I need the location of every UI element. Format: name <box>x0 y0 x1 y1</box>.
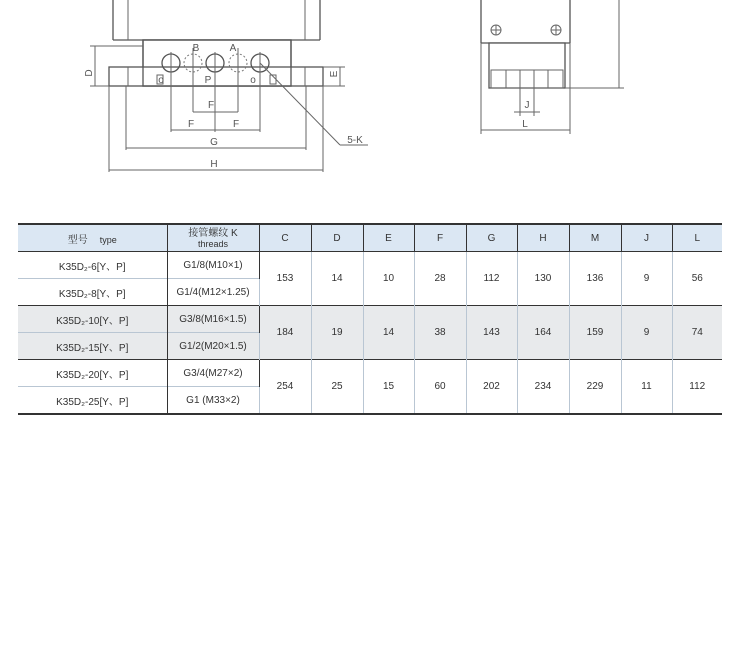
header-f: F <box>414 224 466 252</box>
port-label-a: A <box>229 43 237 54</box>
cell-e: 15 <box>363 360 414 415</box>
header-j: J <box>621 224 672 252</box>
header-h: H <box>517 224 569 252</box>
cell-c: 153 <box>259 252 311 306</box>
cell-d: 25 <box>311 360 363 415</box>
cell-g: 202 <box>466 360 517 415</box>
port-callout-label: 5-K <box>347 135 363 146</box>
spec-table <box>18 223 722 415</box>
header-type-cn: 型号 <box>67 234 88 246</box>
cell-h: 164 <box>517 306 569 360</box>
header-threads <box>167 224 259 252</box>
cell-type: K35D₂-6[Y、P] <box>18 252 167 279</box>
cell-f: 28 <box>414 252 466 306</box>
cell-m: 159 <box>569 306 621 360</box>
cell-thread: G1/8(M10×1) <box>167 252 259 279</box>
header-g: G <box>466 224 517 252</box>
table-row <box>18 360 722 387</box>
table-row <box>18 306 722 333</box>
cell-type: K35D₂-15[Y、P] <box>18 333 167 360</box>
cell-g: 112 <box>466 252 517 306</box>
header-threads-cn: 接管螺纹 K <box>188 227 238 239</box>
dim-label-f-left: F <box>187 119 195 130</box>
cell-j: 11 <box>621 360 672 415</box>
header-type <box>18 224 167 252</box>
front-view <box>90 0 368 172</box>
cell-g: 143 <box>466 306 517 360</box>
cell-h: 234 <box>517 360 569 415</box>
cell-d: 19 <box>311 306 363 360</box>
dim-label-h: H <box>210 159 218 170</box>
cell-type: K35D₂-10[Y、P] <box>18 306 167 333</box>
dim-label-e: E <box>329 70 340 78</box>
cell-f: 38 <box>414 306 466 360</box>
table-header-row <box>18 224 722 252</box>
cell-l: 112 <box>672 360 722 415</box>
cell-thread: G3/4(M27×2) <box>167 360 259 387</box>
dim-label-f-mid: F <box>207 100 215 111</box>
table-row <box>18 252 722 279</box>
cell-j: 9 <box>621 306 672 360</box>
cell-m: 136 <box>569 252 621 306</box>
port-label-b: B <box>192 43 200 54</box>
dim-label-f-right: F <box>232 119 240 130</box>
cell-c: 254 <box>259 360 311 415</box>
cell-j: 9 <box>621 252 672 306</box>
cell-thread: G3/8(M16×1.5) <box>167 306 259 333</box>
cell-l: 56 <box>672 252 722 306</box>
cell-thread: G1/4(M12×1.25) <box>167 279 259 306</box>
port-label-o-right: o <box>250 75 256 86</box>
dim-label-j: J <box>524 100 530 111</box>
cell-thread: G1 (M33×2) <box>167 387 259 415</box>
cell-m: 229 <box>569 360 621 415</box>
cell-e: 14 <box>363 306 414 360</box>
cell-c: 184 <box>259 306 311 360</box>
dim-label-l: L <box>522 119 528 130</box>
cell-d: 14 <box>311 252 363 306</box>
header-e: E <box>363 224 414 252</box>
cell-type: K35D₂-20[Y、P] <box>18 360 167 387</box>
side-view <box>481 0 624 134</box>
cell-f: 60 <box>414 360 466 415</box>
dim-label-d: D <box>84 69 95 77</box>
header-m: M <box>569 224 621 252</box>
cell-thread: G1/2(M20×1.5) <box>167 333 259 360</box>
dim-label-g: G <box>210 137 218 148</box>
port-label-p: P <box>204 75 212 86</box>
port-label-o-left: o <box>158 75 164 86</box>
header-threads-en: threads <box>197 238 229 249</box>
header-c: C <box>259 224 311 252</box>
valve-dimension-drawing <box>0 0 750 215</box>
cell-type: K35D₂-8[Y、P] <box>18 279 167 306</box>
header-type-en: type <box>99 234 117 245</box>
cell-h: 130 <box>517 252 569 306</box>
cell-e: 10 <box>363 252 414 306</box>
cell-type: K35D₂-25[Y、P] <box>18 387 167 415</box>
cell-l: 74 <box>672 306 722 360</box>
header-d: D <box>311 224 363 252</box>
header-l: L <box>672 224 722 252</box>
